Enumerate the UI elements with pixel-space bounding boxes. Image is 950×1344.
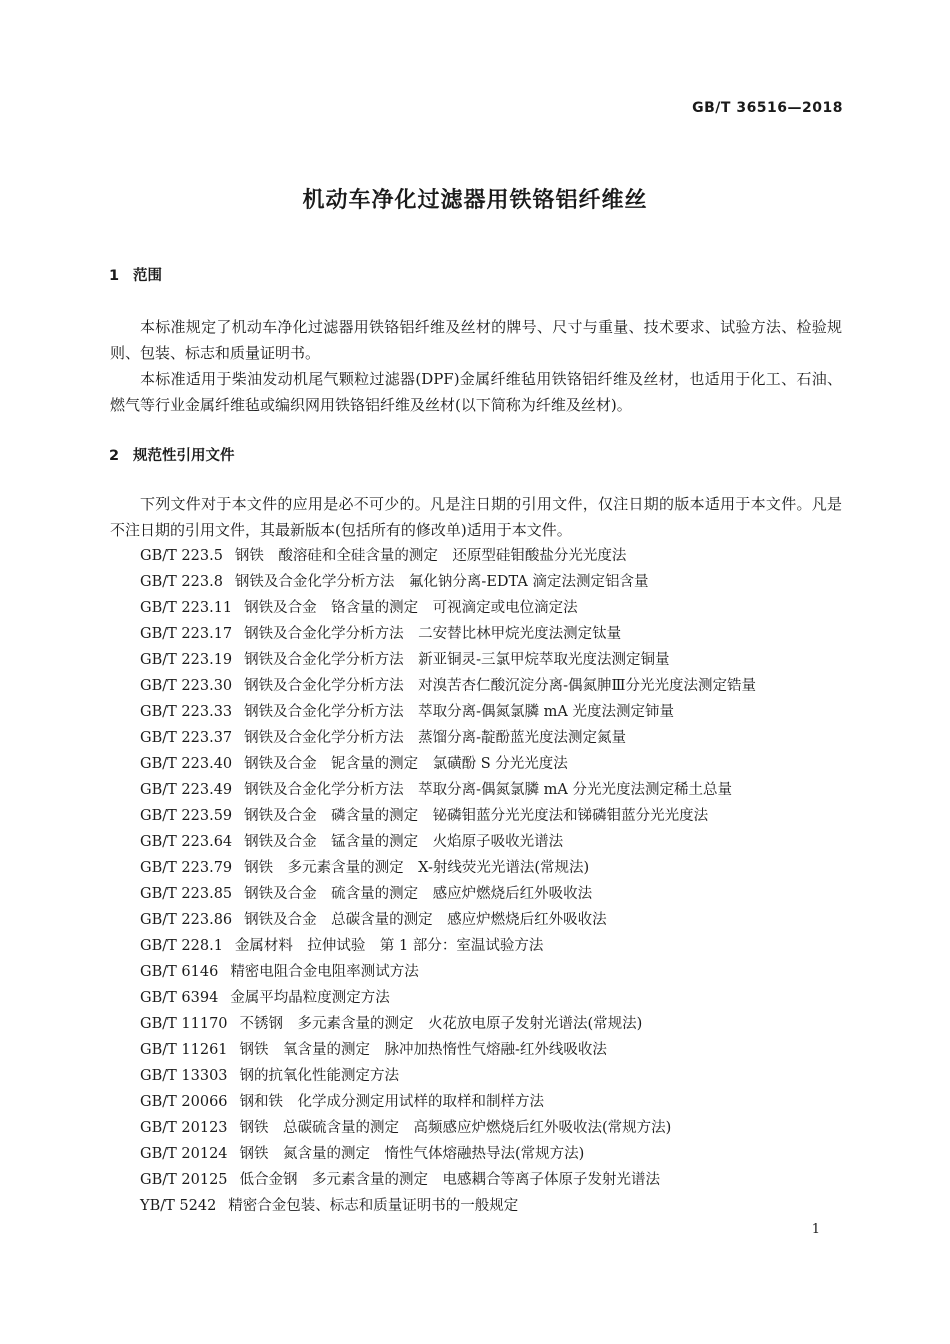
reference-item bbox=[140, 1167, 850, 1193]
reference-title: 钢和铁 化学成分测定用试样的取样和制样方法 bbox=[239, 1094, 545, 1110]
reference-title: 钢铁 多元素含量的测定 X-射线荧光光谱法(常规法) bbox=[244, 860, 590, 876]
reference-item bbox=[140, 1037, 850, 1063]
reference-code: GB/T 223.17 bbox=[140, 626, 233, 642]
reference-code: GB/T 223.33 bbox=[140, 704, 233, 720]
reference-item bbox=[140, 595, 850, 621]
reference-title: 钢铁及合金化学分析方法 对溴苦杏仁酸沉淀分离-偶氮胂Ⅲ分光光度法测定锆量 bbox=[244, 678, 757, 694]
reference-code: GB/T 223.86 bbox=[140, 912, 233, 928]
reference-title: 金属材料 拉伸试验 第 1 部分：室温试验方法 bbox=[234, 938, 544, 954]
reference-title: 钢铁及合金化学分析方法 萃取分离-偶氮氯膦 mA 光度法测定铈量 bbox=[244, 704, 674, 720]
reference-item bbox=[140, 881, 850, 907]
reference-item bbox=[140, 907, 850, 933]
reference-code: GB/T 223.11 bbox=[140, 600, 233, 616]
reference-title: 钢铁及合金化学分析方法 蒸馏分离-靛酚蓝光度法测定氮量 bbox=[244, 730, 627, 746]
reference-title: 钢铁 氮含量的测定 惰性气体熔融热导法(常规方法) bbox=[239, 1146, 585, 1162]
reference-code: GB/T 223.8 bbox=[140, 574, 223, 590]
reference-item bbox=[140, 777, 850, 803]
reference-item bbox=[140, 855, 850, 881]
reference-title: 钢铁及合金化学分析方法 氟化钠分离-EDTA 滴定法测定铝含量 bbox=[234, 574, 649, 590]
reference-code: GB/T 6146 bbox=[140, 964, 219, 980]
reference-code: YB/T 5242 bbox=[140, 1198, 217, 1214]
reference-title: 钢铁及合金 总碳含量的测定 感应炉燃烧后红外吸收法 bbox=[244, 912, 607, 928]
reference-title: 钢铁 氧含量的测定 脉冲加热惰性气熔融-红外线吸收法 bbox=[239, 1042, 607, 1058]
reference-title: 钢铁 总碳硫含量的测定 高频感应炉燃烧后红外吸收法(常规方法) bbox=[239, 1120, 672, 1136]
reference-code: GB/T 20124 bbox=[140, 1146, 228, 1162]
document-title: 机动车净化过滤器用铁铬铝纤维丝 bbox=[302, 188, 648, 213]
reference-code: GB/T 20125 bbox=[140, 1172, 228, 1188]
reference-item bbox=[140, 751, 850, 777]
reference-title: 钢铁及合金化学分析方法 新亚铜灵-三氯甲烷萃取光度法测定铜量 bbox=[244, 652, 670, 668]
reference-item bbox=[140, 985, 850, 1011]
reference-code: GB/T 6394 bbox=[140, 990, 219, 1006]
reference-code: GB/T 223.59 bbox=[140, 808, 233, 824]
reference-title: 不锈钢 多元素含量的测定 火花放电原子发射光谱法(常规法) bbox=[239, 1016, 643, 1032]
reference-code: GB/T 13303 bbox=[140, 1068, 228, 1084]
reference-title: 钢铁及合金 铬含量的测定 可视滴定或电位滴定法 bbox=[244, 600, 578, 616]
reference-item bbox=[140, 1063, 850, 1089]
standard-code: GB/T 36516—2018 bbox=[692, 100, 843, 116]
reference-title: 钢铁及合金 硫含量的测定 感应炉燃烧后红外吸收法 bbox=[244, 886, 593, 902]
reference-item bbox=[140, 1011, 850, 1037]
section-title: 范围 bbox=[133, 268, 162, 284]
reference-code: GB/T 223.64 bbox=[140, 834, 233, 850]
reference-title: 钢铁及合金 磷含量的测定 铋磷钼蓝分光光度法和锑磷钼蓝分光光度法 bbox=[244, 808, 709, 824]
reference-code: GB/T 223.79 bbox=[140, 860, 233, 876]
section-title: 规范性引用文件 bbox=[133, 448, 235, 464]
reference-list bbox=[140, 543, 850, 1219]
reference-title: 精密电阻合金电阻率测试方法 bbox=[230, 964, 419, 980]
section-2-heading bbox=[109, 444, 235, 465]
reference-title: 低合金钢 多元素含量的测定 电感耦合等离子体原子发射光谱法 bbox=[239, 1172, 661, 1188]
reference-item bbox=[140, 647, 850, 673]
reference-title: 钢铁及合金化学分析方法 二安替比林甲烷光度法测定钛量 bbox=[244, 626, 622, 642]
section-number: 2 bbox=[109, 448, 120, 464]
reference-title: 精密合金包装、标志和质量证明书的一般规定 bbox=[228, 1198, 519, 1214]
reference-title: 钢铁及合金 铌含量的测定 氯磺酚 S 分光光度法 bbox=[244, 756, 568, 772]
reference-code: GB/T 20123 bbox=[140, 1120, 228, 1136]
section-number: 1 bbox=[109, 268, 120, 284]
reference-item bbox=[140, 829, 850, 855]
reference-title: 钢铁 酸溶硅和全硅含量的测定 还原型硅钼酸盐分光光度法 bbox=[234, 548, 627, 564]
page-number: 1 bbox=[811, 1222, 820, 1237]
reference-title: 钢铁及合金 锰含量的测定 火焰原子吸收光谱法 bbox=[244, 834, 564, 850]
section-1-heading bbox=[109, 264, 162, 285]
reference-item bbox=[140, 1115, 850, 1141]
reference-code: GB/T 223.49 bbox=[140, 782, 233, 798]
reference-code: GB/T 223.40 bbox=[140, 756, 233, 772]
reference-item bbox=[140, 1193, 850, 1219]
reference-title: 金属平均晶粒度测定方法 bbox=[230, 990, 390, 1006]
scope-paragraph-1: 本标准规定了机动车净化过滤器用铁铬铝纤维及丝材的牌号、尺寸与重量、技术要求、试验方法、检验规则、包装、标志和质量证明书。 bbox=[110, 318, 842, 362]
reference-code: GB/T 223.5 bbox=[140, 548, 223, 564]
reference-item bbox=[140, 543, 850, 569]
references-intro: 下列文件对于本文件的应用是必不可少的。凡是注日期的引用文件，仅注日期的版本适用于本文件。凡是不注日期的引用文件，其最新版本(包括所有的修改单)适用于本文件。 bbox=[110, 495, 842, 539]
reference-item bbox=[140, 725, 850, 751]
reference-item bbox=[140, 1089, 850, 1115]
reference-code: GB/T 223.85 bbox=[140, 886, 233, 902]
reference-code: GB/T 228.1 bbox=[140, 938, 223, 954]
reference-title: 钢的抗氧化性能测定方法 bbox=[239, 1068, 400, 1084]
reference-item bbox=[140, 621, 850, 647]
reference-code: GB/T 223.30 bbox=[140, 678, 233, 694]
reference-item bbox=[140, 569, 850, 595]
reference-title: 钢铁及合金化学分析方法 萃取分离-偶氮氯膦 mA 分光光度法测定稀土总量 bbox=[244, 782, 732, 798]
reference-item bbox=[140, 933, 850, 959]
scope-paragraph-2: 本标准适用于柴油发动机尾气颗粒过滤器(DPF)金属纤维毡用铁铬铝纤维及丝材，也适用于化工、石油、燃气等行业金属纤维毡或编织网用铁铬铝纤维及丝材(以下简称为纤维及丝材)。 bbox=[110, 370, 842, 414]
reference-code: GB/T 223.19 bbox=[140, 652, 233, 668]
reference-code: GB/T 20066 bbox=[140, 1094, 228, 1110]
reference-code: GB/T 11170 bbox=[140, 1016, 228, 1032]
reference-code: GB/T 223.37 bbox=[140, 730, 233, 746]
reference-item bbox=[140, 699, 850, 725]
reference-item bbox=[140, 803, 850, 829]
reference-item bbox=[140, 959, 850, 985]
reference-code: GB/T 11261 bbox=[140, 1042, 228, 1058]
reference-item bbox=[140, 1141, 850, 1167]
reference-item bbox=[140, 673, 850, 699]
